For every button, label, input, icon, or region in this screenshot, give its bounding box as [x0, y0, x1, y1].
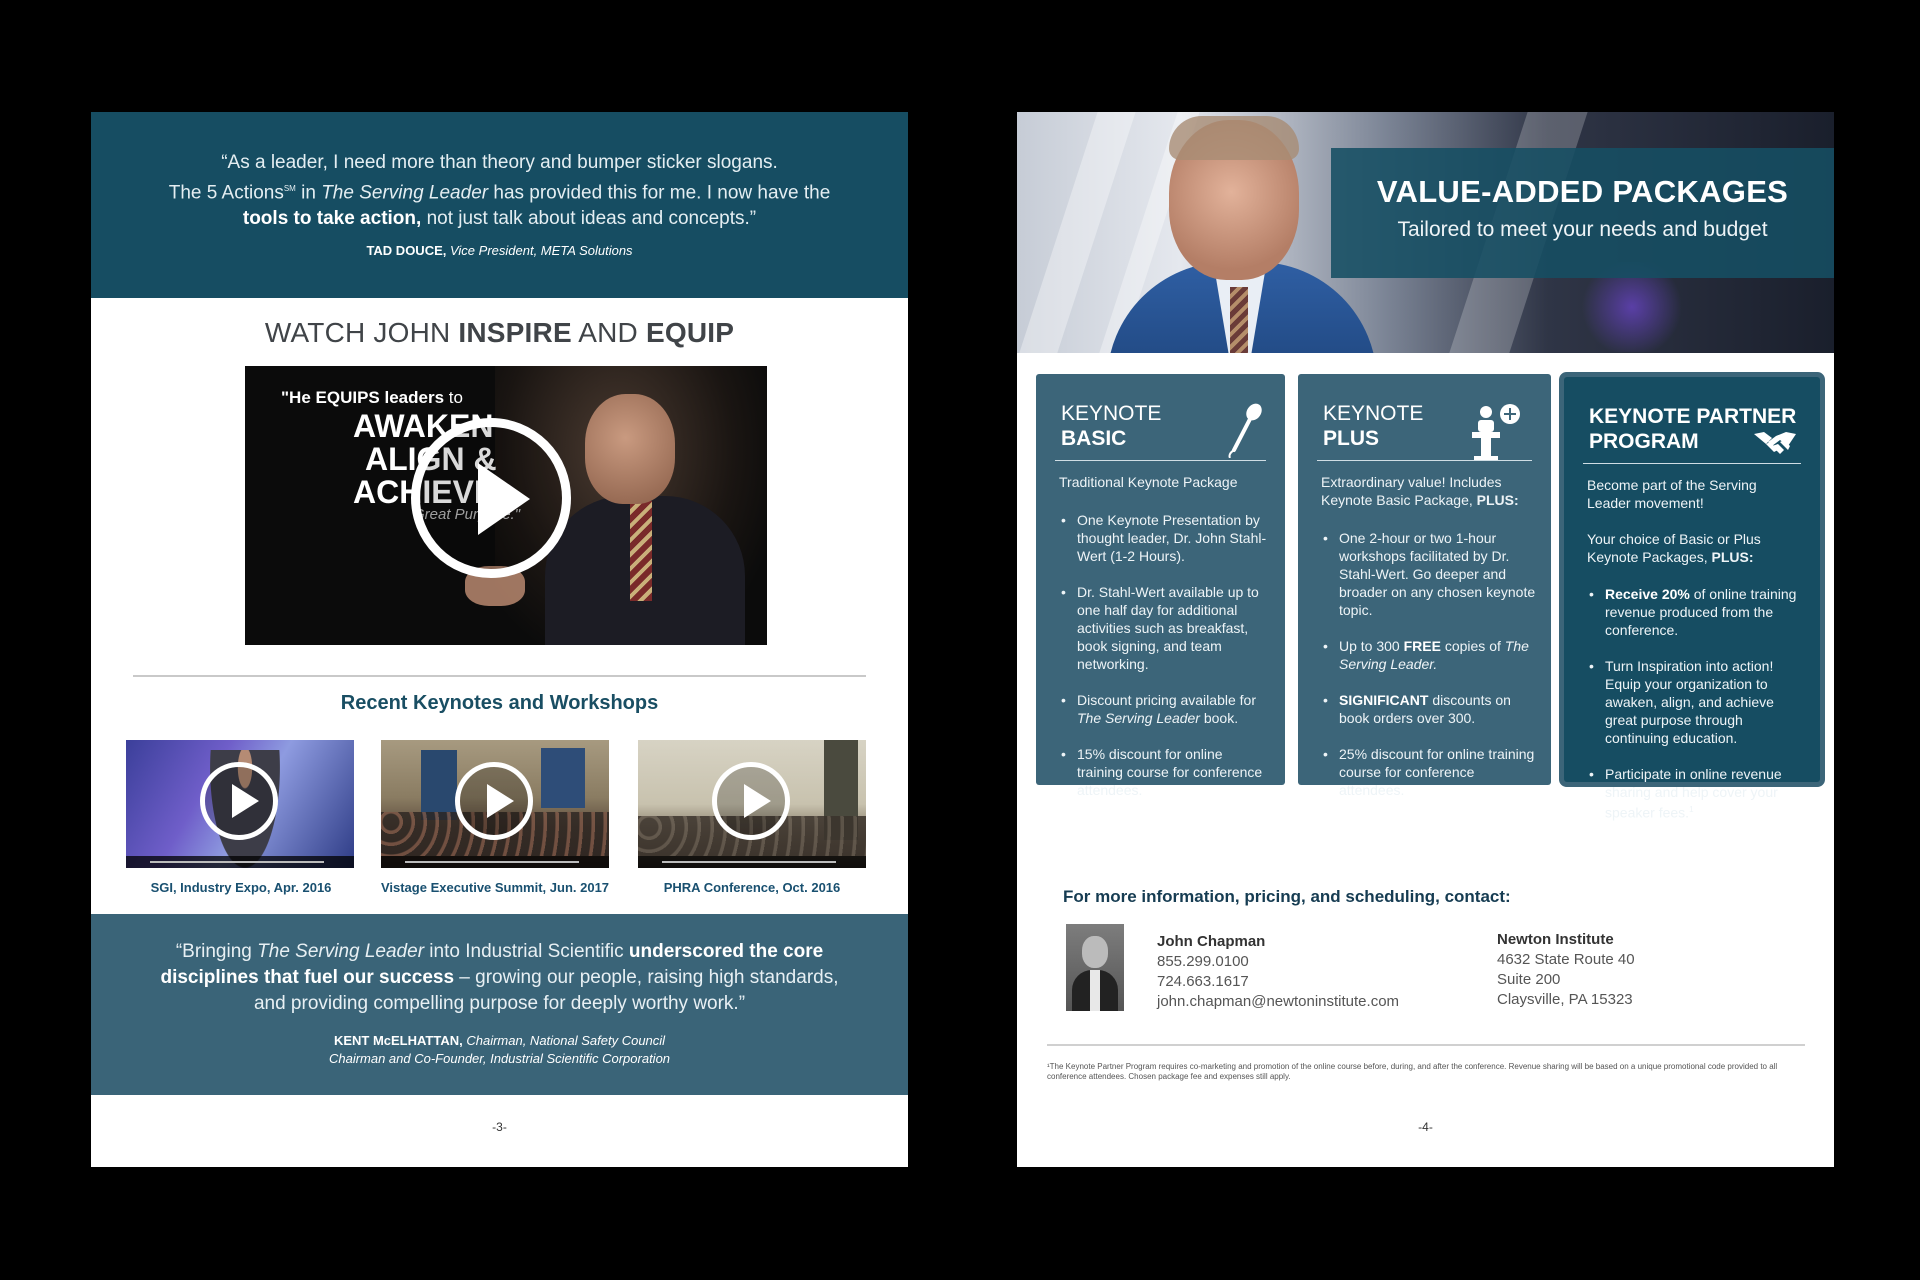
contact-phone[interactable]: 855.299.0100	[1157, 953, 1249, 970]
video-caption[interactable]: Vistage Executive Summit, Jun. 2017	[380, 880, 610, 895]
page-number: -3-	[492, 1120, 507, 1134]
organization-name: Newton Institute	[1497, 931, 1614, 948]
package-intro: Become part of the Serving Leader movement! Your choice of Basic or Plus Keynote Packages, PLUS:	[1587, 477, 1761, 565]
video-thumbnail-phra[interactable]	[638, 740, 866, 868]
contact-name: John Chapman	[1157, 933, 1266, 950]
video-caption[interactable]: SGI, Industry Expo, Apr. 2016	[150, 880, 332, 895]
testimonial-quote: “As a leader, I need more than theory and bumper sticker slogans. The 5 Actions℠ in The Serving Leader has provided this for me. I now have the tools to take action, not just talk about ideas and concepts.”	[168, 152, 831, 230]
address-line: Suite 200	[1497, 971, 1561, 988]
list-item: • SIGNIFICANT discounts on book orders over 300.	[1321, 691, 1537, 727]
video-thumbnail-sgi[interactable]	[126, 740, 354, 868]
watch-heading: WATCH JOHN INSPIRE AND EQUIP	[264, 317, 735, 348]
testimonial-quote: “Bringing The Serving Leader into Industrial Scientific underscored the core disciplines that fuel our success – growing our people, raising high standards, and providing compelling purpose for deeply worthy work.”	[160, 941, 839, 1014]
address-line: Claysville, PA 15323	[1497, 991, 1633, 1008]
page-subtitle: Tailored to meet your needs and budget	[1397, 218, 1768, 241]
package-features	[1059, 511, 1271, 817]
video-controls-bar[interactable]	[638, 856, 866, 868]
play-icon[interactable]	[411, 418, 571, 578]
list-item: • Discount pricing available for The Serving Leader book.	[1059, 691, 1271, 727]
divider	[1055, 460, 1266, 461]
speaker-podium-plus-icon	[1468, 402, 1524, 462]
package-title: KEYNOTE PARTNER PROGRAM	[1589, 405, 1797, 453]
contact-phone[interactable]: 724.663.1617	[1157, 973, 1249, 990]
package-card-keynote-partner	[1564, 377, 1820, 821]
video-controls-bar[interactable]	[126, 856, 354, 868]
address-line: 4632 State Route 40	[1497, 951, 1635, 968]
play-icon[interactable]	[200, 762, 278, 840]
list-item: • Dr. Stahl-Wert available up to one half day for additional activities such as breakfast, book signing, and team networking.	[1059, 583, 1271, 673]
divider	[133, 675, 866, 677]
package-card-keynote-basic	[1036, 374, 1285, 798]
contact-email[interactable]: john.chapman@newtoninstitute.com	[1157, 993, 1400, 1010]
list-item: • Turn Inspiration into action! Equip your organization to awaken, align, and achieve great purpose through continuing education.	[1587, 657, 1806, 747]
video-controls-bar[interactable]	[381, 856, 609, 868]
play-icon[interactable]	[455, 762, 533, 840]
divider	[1317, 460, 1532, 461]
microphone-icon	[1222, 402, 1266, 458]
page-title: VALUE-ADDED PACKAGES	[1376, 174, 1789, 209]
list-item: • 25% discount for online training course for conference attendees.	[1321, 745, 1537, 799]
recent-keynotes-heading: Recent Keynotes and Workshops	[340, 692, 659, 714]
list-item: • Participate in online revenue sharing and help cover your speaker fees.$^1$	[1587, 765, 1806, 822]
list-item: • 15% discount for online training course for conference attendees.	[1059, 745, 1271, 799]
contact-heading: For more information, pricing, and scheduling, contact:	[1063, 887, 1511, 906]
contact-organization	[1497, 930, 1635, 1010]
hero-banner	[1017, 112, 1834, 353]
video-overlay-big-text: AWAKEN ALIGN & ACHIEVE	[353, 408, 497, 510]
play-icon[interactable]	[712, 762, 790, 840]
brochure-page-3	[91, 112, 908, 1167]
contact-photo	[1066, 924, 1124, 1011]
video-caption[interactable]: PHRA Conference, Oct. 2016	[663, 880, 841, 895]
package-intro: Extraordinary value! Includes Keynote Basic Package, PLUS:	[1321, 474, 1519, 508]
package-card-keynote-plus	[1298, 374, 1551, 798]
testimonial-bottom	[91, 914, 908, 1095]
main-video-player[interactable]: "He EQUIPS leaders to AWAKEN ALIGN & ACHIEVE Great Purpose."	[245, 366, 767, 645]
video-thumbnail-vistage[interactable]	[381, 740, 609, 868]
page-number: -4-	[1418, 1120, 1433, 1134]
footnote: ¹The Keynote Partner Program requires co-marketing and promotion of the online course before, during, and after the conference. Revenue sharing will be based on a unique promotional code provided to all conference attendees. Chosen package fee and expenses still apply.	[1047, 1062, 1778, 1081]
video-overlay-text: "He EQUIPS leaders to	[281, 388, 463, 407]
list-item: • One 2-hour or two 1-hour workshops facilitated by Dr. Stahl-Wert. Go deeper and broader on any chosen keynote topic.	[1321, 529, 1537, 619]
contact-person	[1157, 932, 1399, 1012]
list-item: • Receive 20% of online training revenue produced from the conference.	[1587, 585, 1806, 639]
package-title: KEYNOTE BASIC	[1061, 402, 1162, 450]
divider	[1583, 463, 1801, 464]
package-features	[1321, 529, 1537, 817]
testimonial-attribution: TAD DOUCE, Vice President, META Solutions	[366, 243, 633, 258]
testimonial-attribution: KENT McELHATTAN, Chairman, National Safety Council Chairman and Co-Founder, Industrial Scientific Corporation	[328, 1033, 671, 1066]
brochure-page-4	[1017, 112, 1834, 1167]
divider	[1047, 1044, 1805, 1046]
handshake-icon	[1752, 428, 1798, 458]
package-title: KEYNOTE PLUS	[1323, 402, 1424, 450]
package-intro: Traditional Keynote Package	[1059, 474, 1238, 490]
hero-title-box	[1331, 148, 1834, 278]
testimonial-top	[91, 112, 908, 298]
list-item: • One Keynote Presentation by thought leader, Dr. John Stahl-Wert (1-2 Hours).	[1059, 511, 1271, 565]
package-features	[1587, 585, 1806, 840]
list-item: • Up to 300 FREE copies of The Serving Leader.	[1321, 637, 1537, 673]
